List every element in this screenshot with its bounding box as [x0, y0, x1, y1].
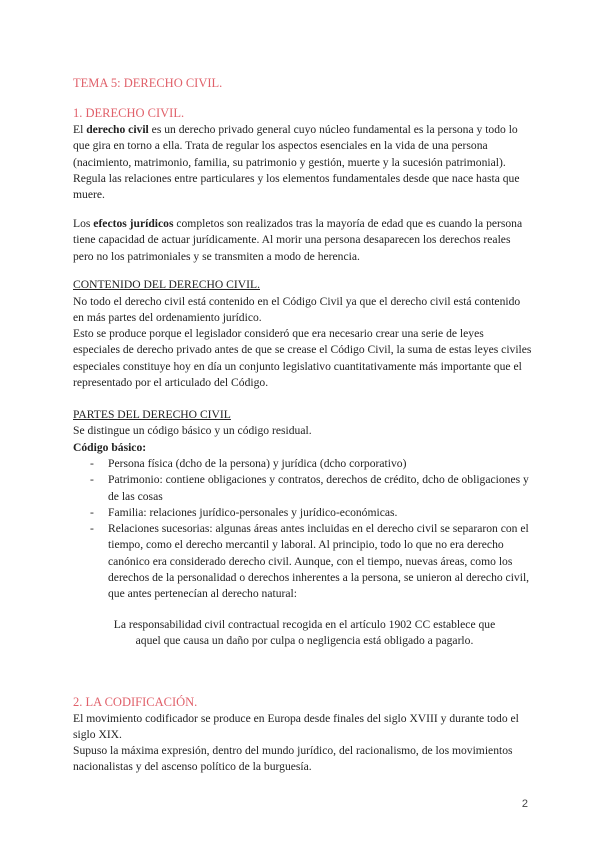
list-item: - Patrimonio: contiene obligaciones y contratos, derechos de crédito, dcho de obligaciones y de las cosas [90, 472, 530, 505]
section2-heading: 2. LA CODIFICACIÓN. [73, 695, 198, 709]
section1-paragraph-2: Los efectos jurídicos completos son realizados tras la mayoría de edad que es cuando la persona tiene capacidad de actuar jurídicamente. Al morir una persona desaparecen los derechos reales pero no los patrimoniales y se transmiten a modo de herencia. [73, 217, 523, 263]
main-title: TEMA 5: DERECHO CIVIL. [73, 76, 223, 90]
section2-paragraph-1: El movimiento codificador se produce en Europa desde finales del siglo XVIII y durante todo el siglo XIX. [73, 712, 519, 742]
page-number: 2 [521, 798, 528, 810]
codigo-basico-list [90, 456, 530, 603]
list-item: - Persona física (dcho de la persona) y jurídica (dcho corporativo) [90, 456, 530, 472]
partes-heading: PARTES DEL DERECHO CIVIL [73, 408, 231, 421]
section2-paragraph-2: Supuso la máxima expresión, dentro del mundo jurídico, del racionalismo, de los movimientos nacionalistas y del ascenso político de la burguesía. [73, 744, 513, 774]
codigo-basico-subheading: Código básico: [73, 441, 147, 454]
section1-heading: 1. DERECHO CIVIL. [73, 106, 185, 120]
term-efectos-juridicos: efectos jurídicos [93, 217, 174, 230]
contenido-heading: CONTENIDO DEL DERECHO CIVIL. [73, 278, 260, 291]
quote-responsabilidad: La responsabilidad civil contractual recogida en el artículo 1902 CC establece que aquel que causa un daño por culpa o negligencia está obligado a pagarlo. [113, 618, 496, 648]
contenido-paragraph-2: Esto se produce porque el legislador consideró que era necesario crear una serie de leyes especiales de derecho privado antes de que se crease el Código Civil, la suma de estas leyes civiles especiales constituye hoy en día un conjunto legislativo cuantitativamente más importante que el representado por el articulado del Código. [73, 327, 532, 389]
list-item: - Relaciones sucesorias: algunas áreas antes incluidas en el derecho civil se separaron con el tiempo, como el derecho mercantil y laboral. Al principio, todo lo que no era derecho canónico era considerado derecho civil. Aunque, con el tiempo, nuevas áreas, como los derechos de la personalidad o derechos inherentes a la persona, se unieron al derecho civil, que antes pertenecían al derecho natural: [90, 521, 530, 602]
contenido-paragraph-1: No todo el derecho civil está contenido en el Código Civil ya que el derecho civil está contenido en más partes del ordenamiento jurídico. [73, 295, 521, 325]
section1-paragraph-1: El derecho civil es un derecho privado general cuyo núcleo fundamental es la persona y todo lo que gira en torno a ella. Trata de regular los aspectos esenciales en la vida de una persona (nacimiento, matrimonio, familia, su patrimonio y gestión, muerte y la sucesión patrimonial). Regula las relaciones entre particulares y los elementos fundamentales desde que nace hasta que muere. [73, 123, 520, 202]
partes-intro: Se distingue un código básico y un código residual. [73, 424, 312, 437]
list-item: - Familia: relaciones jurídico-personales y jurídico-económicas. [90, 505, 530, 521]
term-derecho-civil: derecho civil [86, 123, 149, 136]
